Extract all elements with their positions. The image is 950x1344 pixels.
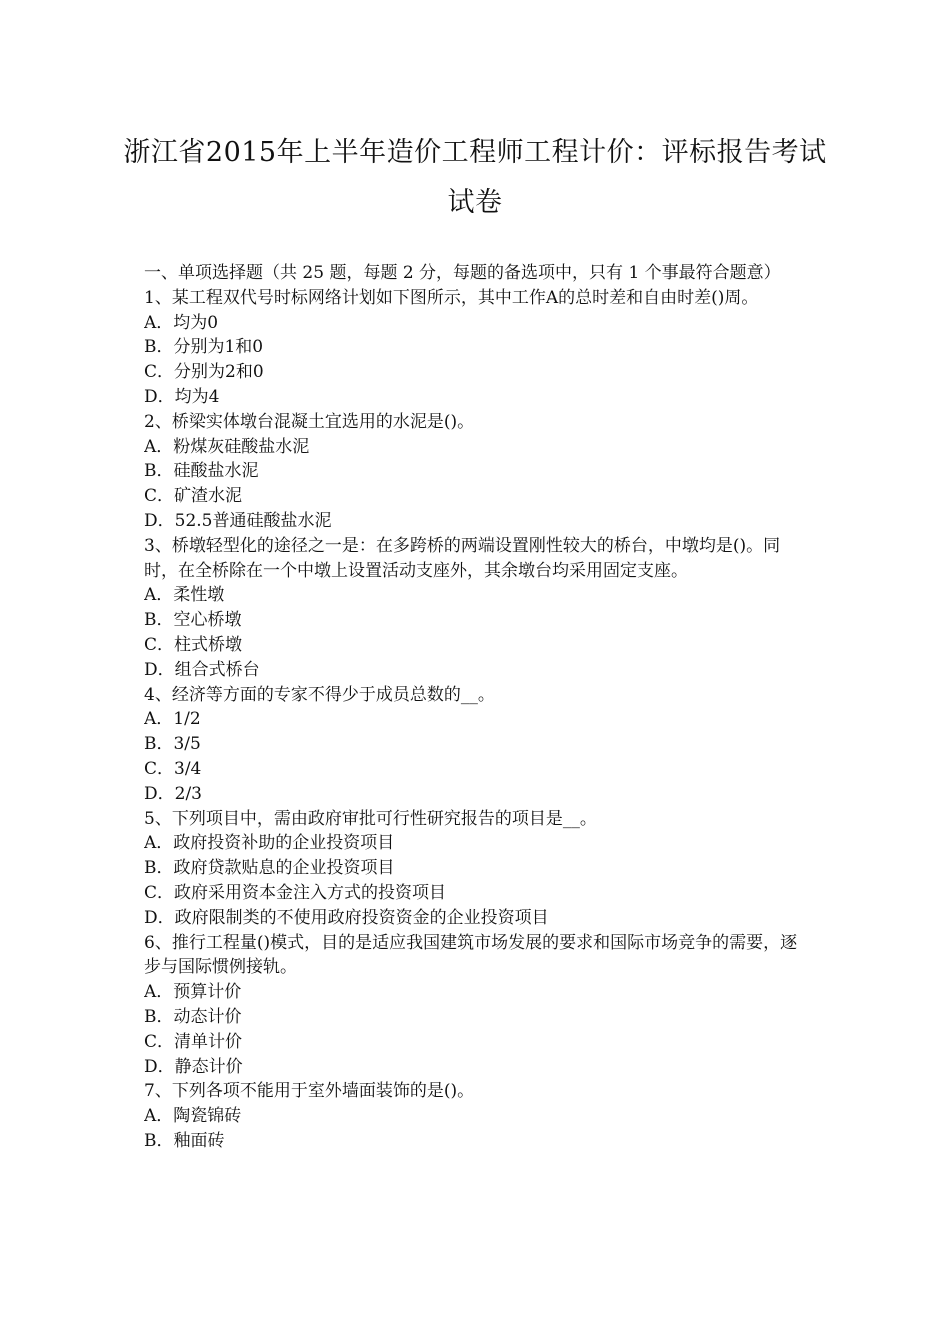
answer-option: B．硅酸盐水泥 [144,461,259,482]
answer-option: B．3/5 [144,734,201,755]
question-stem: 3、桥墩轻型化的途径之一是：在多跨桥的两端设置刚性较大的桥台，中墩均是()。同时，在全桥除在一个中墩上设置活动支座外，其余墩台均采用固定支座。 [144,535,781,581]
answer-option: C．柱式桥墩 [144,634,243,655]
question-block [144,1079,808,1153]
answer-option: A．预算计价 [144,982,242,1003]
answer-option: D．组合式桥台 [144,659,260,680]
question-stem: 6、推行工程量()模式，目的是适应我国建筑市场发展的要求和国际市场竞争的需要，逐步与国际惯例接轨。 [144,932,798,978]
question-block [144,286,808,410]
question-block [144,931,808,1080]
question-block [144,807,808,931]
answer-option: D．静态计价 [144,1056,243,1077]
question-stem: 2、桥梁实体墩台混凝土宜选用的水泥是()。 [144,411,475,432]
answer-option: C．清单计价 [144,1031,243,1052]
question-block [144,410,808,534]
answer-option: D．52.5普通硅酸盐水泥 [144,510,332,531]
answer-option: D．政府限制类的不使用政府投资资金的企业投资项目 [144,907,549,928]
question-block [144,683,808,807]
question-stem: 1、某工程双代号时标网络计划如下图所示，其中工作A的总时差和自由时差()周。 [144,287,759,308]
answer-option: A．柔性墩 [144,585,225,606]
answer-option: A．政府投资补助的企业投资项目 [144,833,395,854]
section-heading: 一、单项选择题（共 25 题，每题 2 分，每题的备选项中，只有 1 个事最符合题意） [144,263,781,283]
exam-content [144,261,808,1154]
answer-option: A．均为0 [144,312,219,333]
answer-option: B．政府贷款贴息的企业投资项目 [144,858,395,879]
answer-option: B．动态计价 [144,1006,242,1027]
question-stem: 4、经济等方面的专家不得少于成员总数的__。 [144,684,495,705]
answer-option: C．政府采用资本金注入方式的投资项目 [144,882,447,903]
answer-option: C．分别为2和0 [144,362,264,383]
answer-option: C．矿渣水泥 [144,486,243,507]
answer-option: D．2/3 [144,783,202,804]
answer-option: B．釉面砖 [144,1130,225,1151]
answer-option: B．空心桥墩 [144,610,242,631]
question-block [144,534,808,683]
answer-option: D．均为4 [144,386,220,407]
answer-option: A．1/2 [144,709,201,730]
question-stem: 5、下列项目中，需由政府审批可行性研究报告的项目是__。 [144,808,597,829]
answer-option: B．分别为1和0 [144,337,264,358]
document-title-line2: 试卷 [447,187,503,218]
document-title-line1: 浙江省2015年上半年造价工程师工程计价：评标报告考试 [123,137,827,168]
question-stem: 7、下列各项不能用于室外墙面装饰的是()。 [144,1081,475,1102]
answer-option: C．3/4 [144,758,202,779]
answer-option: A．粉煤灰硅酸盐水泥 [144,436,310,457]
answer-option: A．陶瓷锦砖 [144,1106,242,1127]
